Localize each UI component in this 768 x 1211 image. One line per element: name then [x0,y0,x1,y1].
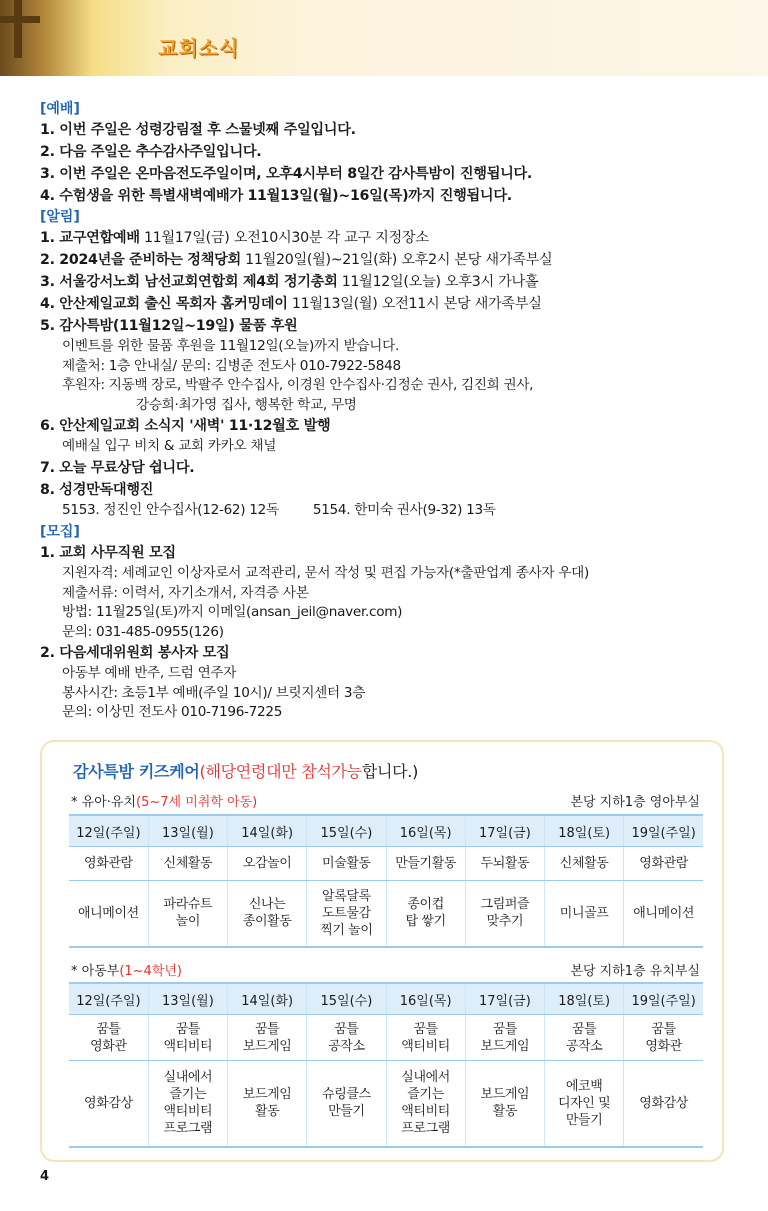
notice-detail: 5153. 정진인 안수집사(12-62) 12독 5154. 한미숙 권사(9-32) 13독 [62,501,496,518]
day-header: 15일(수) [307,815,386,847]
notice-detail: 제출처: 1층 안내실/ 문의: 김병준 전도사 010-7922-5848 [62,357,401,374]
section-heading-worship: [예배] [40,101,80,117]
activity-cell: 종이컵 탑 쌓기 [386,881,465,947]
activity-cell: 오감놀이 [228,847,307,881]
activity-cell: 신체활동 [545,847,624,881]
day-header: 16일(목) [386,815,465,847]
activity-cell: 꿈틀 영화관 [69,1015,148,1061]
kidscare-box [40,740,724,1162]
worship-item: 2. 다음 주일은 추수감사주일입니다. [40,144,262,160]
activity-cell: 영화감상 [69,1061,148,1147]
day-header: 14일(화) [228,815,307,847]
activity-cell: 꿈틀 액티비티 [386,1015,465,1061]
activity-cell: 영화감상 [624,1061,703,1147]
table-header-row [69,983,703,1015]
table-header-row [69,815,703,847]
activity-cell: 신나는 종이활동 [228,881,307,947]
activity-cell: 꿈틀 공작소 [545,1015,624,1061]
activity-cell: 미니골프 [545,881,624,947]
worship-item: 1. 이번 주일은 성령강림절 후 스물넷째 주일입니다. [40,122,356,138]
table-row [69,881,703,947]
notice-detail: 예배실 입구 비치 & 교회 카카오 채널 [62,438,277,454]
notice-item: 4. 안산제일교회 출신 목회자 홈커밍데이 11월13일(월) 오전11시 본당 새가족부실 [40,296,542,312]
day-header: 19일(주일) [624,815,703,847]
notice-detail: 강승희·최가영 집사, 행복한 학교, 무명 [136,396,357,413]
notice-detail: 후원자: 지동백 장로, 박팔주 안수집사, 이경원 안수집사·김정순 권사, 김진희 권사, [62,377,534,393]
notice-item: 1. 교구연합예배 11월17일(금) 오전10시30분 각 교구 지정장소 [40,230,429,246]
day-header: 15일(수) [307,983,386,1015]
activity-cell: 실내에서 즐기는 액티비티 프로그램 [386,1061,465,1147]
location-preschool: 본당 지하1층 영아부실 [570,795,700,810]
cross-icon [14,0,22,58]
recruit-detail: 지원자격: 세례교인 이상자로서 교적관리, 문서 작성 및 편집 가능자(*출판업계 종사자 우대) [62,565,589,581]
recruit-detail: 제출서류: 이력서, 자기소개서, 자격증 사본 [62,584,309,601]
day-header: 17일(금) [465,983,544,1015]
day-header: 13일(월) [148,815,227,847]
activity-cell: 두뇌활동 [465,847,544,881]
activity-cell: 애니메이션 [624,881,703,947]
activity-cell: 그림퍼즐 맞추기 [465,881,544,947]
activity-cell: 애니메이션 [69,881,148,947]
activity-cell: 알록달록 도트물감 찍기 놀이 [307,881,386,947]
group-label-preschool: * 유아·유치(5~7세 미취학 아동) [71,795,258,810]
day-header: 16일(목) [386,983,465,1015]
day-header: 13일(월) [148,983,227,1015]
day-header: 18일(토) [545,983,624,1015]
activity-cell: 꿈틀 보드게임 [465,1015,544,1061]
activity-cell: 영화관람 [69,847,148,881]
day-header: 19일(주일) [624,983,703,1015]
notice-item: 7. 오늘 무료상담 쉽니다. [40,459,195,476]
worship-item: 4. 수험생을 위한 특별새벽예배가 11월13일(월)~16일(목)까지 진행됩니다. [40,188,512,204]
activity-cell: 만들기활동 [386,847,465,881]
section-heading-recruit: [모집] [40,524,80,540]
day-header: 12일(주일) [69,983,148,1015]
table-row [69,1061,703,1147]
cross-bar [0,16,40,23]
table-row [69,847,703,881]
recruit-item: 1. 교회 사무직원 모집 [40,545,176,561]
activity-cell: 영화관람 [624,847,703,881]
group-label-children: * 아동부(1~4학년) [71,964,183,979]
activity-cell: 신체활동 [148,847,227,881]
activity-cell: 꿈틀 공작소 [307,1015,386,1061]
page-header [0,0,768,76]
page-number: 4 [40,1169,50,1184]
recruit-item: 2. 다음세대위원회 봉사자 모집 [40,645,230,661]
news-content [40,99,740,723]
activity-cell: 에코백 디자인 및 만들기 [545,1061,624,1147]
notice-item: 5. 감사특밤(11월12일~19일) 물품 후원 [40,318,298,334]
notice-item: 2. 2024년을 준비하는 정책당회 11월20일(월)~21일(화) 오후2시 본당 새가족부실 [40,252,553,268]
recruit-detail: 봉사시간: 초등1부 예배(주일 10시)/ 브릿지센터 3층 [62,684,366,701]
recruit-detail: 문의: 이상민 전도사 010-7196-7225 [62,704,283,720]
kidscare-title: 감사특밤 키즈케어(해당연령대만 참석가능합니다.) [73,762,419,781]
recruit-detail: 방법: 11월25일(토)까지 이메일(ansan_jeil@naver.com) [62,604,403,620]
day-header: 18일(토) [545,815,624,847]
location-children: 본당 지하1층 유치부실 [570,964,700,979]
worship-item: 3. 이번 주일은 온마음전도주일이며, 오후4시부터 8일간 감사특밤이 진행됩니다. [40,166,533,182]
notice-item: 3. 서울강서노회 남선교회연합회 제4회 정기총회 11월12일(오늘) 오후3시 가나홀 [40,274,539,290]
activity-cell: 미술활동 [307,847,386,881]
notice-detail: 이벤트를 위한 물품 후원을 11월12일(오늘)까지 받습니다. [62,338,399,354]
page-title: 교회소식 [158,36,240,60]
day-header: 17일(금) [465,815,544,847]
schedule-table-preschool [69,814,703,948]
day-header: 14일(화) [228,983,307,1015]
recruit-detail: 문의: 031-485-0955(126) [62,623,224,640]
schedule-table-children [69,982,703,1148]
notice-item: 8. 성경만독대행진 [40,481,154,498]
activity-cell: 파라슈트 놀이 [148,881,227,947]
section-heading-notice: [알림] [40,209,80,225]
activity-cell: 슈링클스 만들기 [307,1061,386,1147]
activity-cell: 보드게임 활동 [465,1061,544,1147]
activity-cell: 꿈틀 보드게임 [228,1015,307,1061]
activity-cell: 꿈틀 영화관 [624,1015,703,1061]
activity-cell: 꿈틀 액티비티 [148,1015,227,1061]
activity-cell: 보드게임 활동 [228,1061,307,1147]
day-header: 12일(주일) [69,815,148,847]
recruit-detail: 아동부 예배 반주, 드럼 연주자 [62,665,237,681]
table-row [69,1015,703,1061]
activity-cell: 실내에서 즐기는 액티비티 프로그램 [148,1061,227,1147]
notice-item: 6. 안산제일교회 소식지 '새벽' 11·12월호 발행 [40,418,331,434]
